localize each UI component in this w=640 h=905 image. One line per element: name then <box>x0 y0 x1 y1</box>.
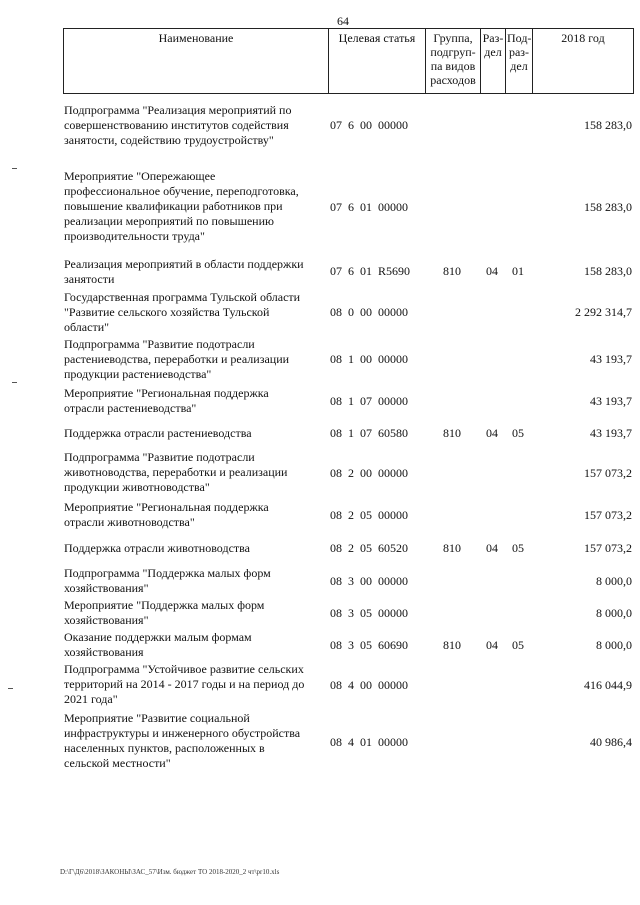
row-amount: 158 283,0 <box>584 118 632 132</box>
row-amount: 158 283,0 <box>584 200 632 214</box>
row-name: Поддержка отрасли животноводства <box>64 541 250 555</box>
row-code: 07 6 01 R5690 <box>330 264 411 278</box>
row-code: 08 3 05 60690 <box>330 638 408 652</box>
row-amount: 416 044,9 <box>584 678 632 692</box>
row-amount: 2 292 314,7 <box>575 305 632 319</box>
row-code: 08 1 07 60580 <box>330 426 408 440</box>
row-code: 08 3 05 00000 <box>330 606 408 620</box>
row-podrazdel: 05 <box>512 541 524 555</box>
row-code: 08 2 05 60520 <box>330 541 408 555</box>
row-podrazdel: 05 <box>512 638 524 652</box>
row-amount: 40 986,4 <box>590 735 632 749</box>
row-razdel: 04 <box>486 638 498 652</box>
row-name: Подпрограмма "Устойчивое развитие сельских территорий на 2014 - 2017 годы и на период до 2021 года" <box>64 662 305 706</box>
row-group: 810 <box>443 264 461 278</box>
row-name: Подпрограмма "Реализация мероприятий по совершенствованию институтов содействия занятости, содействию трудоустройству" <box>64 103 292 147</box>
row-code: 08 2 05 00000 <box>330 508 408 522</box>
row-name: Подпрограмма "Поддержка малых форм хозяйствования" <box>64 566 271 595</box>
row-name: Мероприятие "Региональная поддержка отрасли растениеводства" <box>64 386 269 415</box>
row-razdel: 04 <box>486 541 498 555</box>
row-amount: 8 000,0 <box>596 638 632 652</box>
row-amount: 157 073,2 <box>584 466 632 480</box>
header-razdel: Раз- дел <box>481 29 506 94</box>
row-name: Мероприятие "Региональная поддержка отрасли животноводства" <box>64 500 269 529</box>
row-code: 08 4 01 00000 <box>330 735 408 749</box>
row-razdel: 04 <box>486 426 498 440</box>
margin-mark <box>12 382 17 383</box>
row-name: Мероприятие "Опережающее профессиональное обучение, переподготовка, повышение квалификации работников при реализации мероприятий по повышению производительности труда" <box>64 169 299 243</box>
row-amount: 8 000,0 <box>596 606 632 620</box>
row-amount: 43 193,7 <box>590 426 632 440</box>
header-target: Целевая статья <box>329 29 426 94</box>
row-group: 810 <box>443 541 461 555</box>
row-code: 08 1 00 00000 <box>330 352 408 366</box>
row-amount: 43 193,7 <box>590 394 632 408</box>
row-code: 07 6 01 00000 <box>330 200 408 214</box>
row-name: Государственная программа Тульской области "Развитие сельского хозяйства Тульской области" <box>64 290 301 334</box>
row-amount: 43 193,7 <box>590 352 632 366</box>
header-podrazdel: Под- раз- дел <box>506 29 533 94</box>
header-name: Наименование <box>64 29 329 94</box>
row-name: Реализация мероприятий в области поддержки занятости <box>64 257 304 286</box>
header-group: Группа, подгруп- па видов расходов <box>426 29 481 94</box>
file-path-footer: D:\Г\Д6\2018\ЗАКОНЫ\ЗАС_57\Изм. бюджет ТО 2018-2020_2 чт\pr10.xls <box>60 868 280 876</box>
margin-mark <box>8 688 13 689</box>
row-name: Мероприятие "Развитие социальной инфраструктуры и инженерного обустройства населенных пунктов, расположенных в сельской местности" <box>64 711 301 770</box>
row-group: 810 <box>443 426 461 440</box>
row-code: 08 3 00 00000 <box>330 574 408 588</box>
row-group: 810 <box>443 638 461 652</box>
row-podrazdel: 01 <box>512 264 524 278</box>
row-amount: 157 073,2 <box>584 541 632 555</box>
row-podrazdel: 05 <box>512 426 524 440</box>
page-number: 64 <box>337 14 349 28</box>
header-year: 2018 год <box>533 29 634 94</box>
row-amount: 8 000,0 <box>596 574 632 588</box>
row-code: 07 6 00 00000 <box>330 118 408 132</box>
row-code: 08 2 00 00000 <box>330 466 408 480</box>
margin-mark <box>12 168 17 169</box>
row-amount: 158 283,0 <box>584 264 632 278</box>
row-code: 08 4 00 00000 <box>330 678 408 692</box>
row-code: 08 0 00 00000 <box>330 305 408 319</box>
row-name: Подпрограмма "Развитие подотрасли растениеводства, переработки и реализации продукции растениеводства" <box>64 337 290 381</box>
row-name: Поддержка отрасли растениеводства <box>64 426 252 440</box>
row-code: 08 1 07 00000 <box>330 394 408 408</box>
row-name: Подпрограмма "Развитие подотрасли животноводства, переработки и реализации продукции животноводства" <box>64 450 288 494</box>
row-amount: 157 073,2 <box>584 508 632 522</box>
row-razdel: 04 <box>486 264 498 278</box>
row-name: Мероприятие "Поддержка малых форм хозяйствования" <box>64 598 265 627</box>
row-name: Оказание поддержки малым формам хозяйствования <box>64 630 252 659</box>
